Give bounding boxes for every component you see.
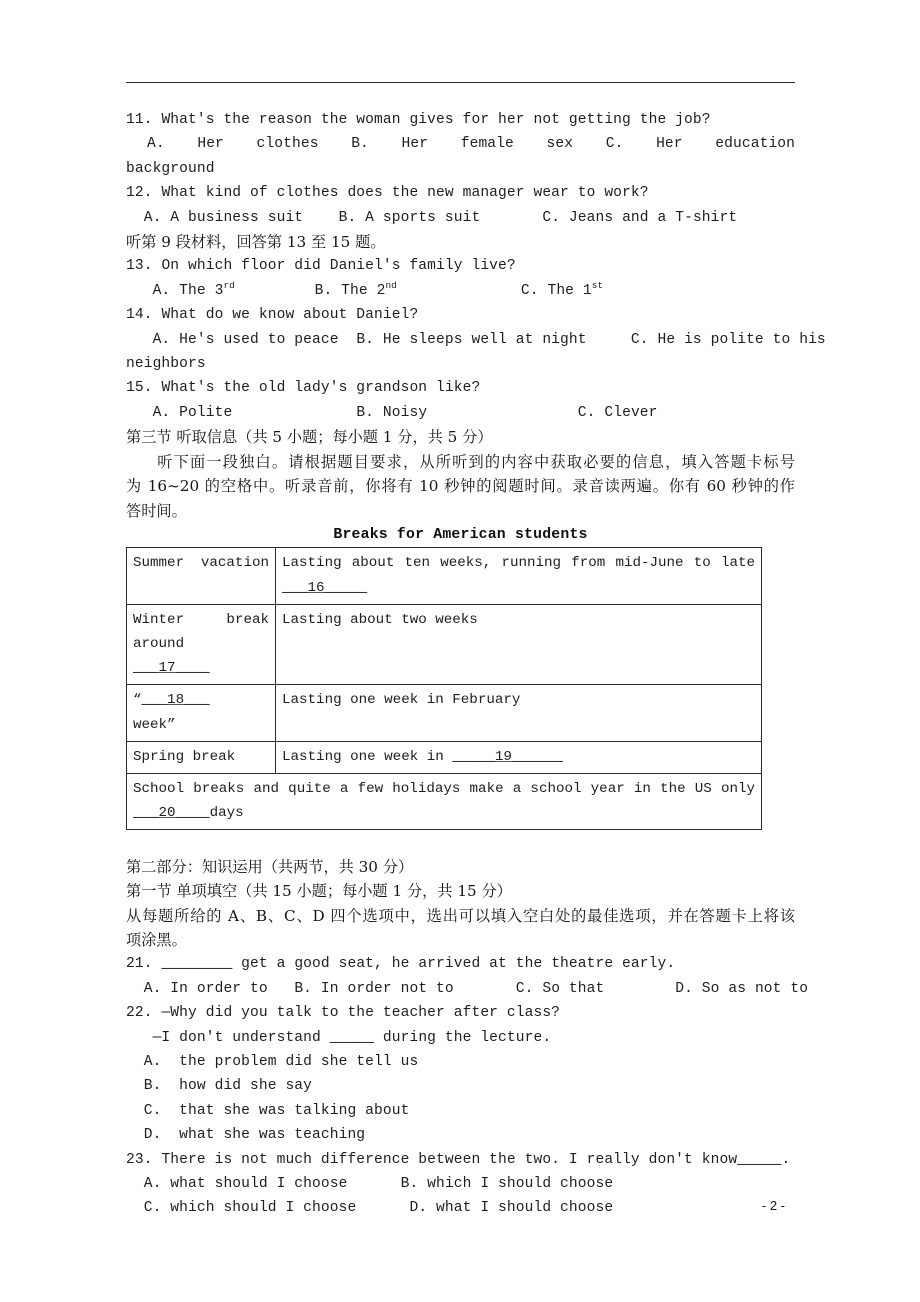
question-11-stem xyxy=(126,108,795,132)
row-2-content-line1: Lasting about two weeks xyxy=(282,611,478,628)
q11-option-c-word1: Her xyxy=(656,136,683,153)
question-11-options xyxy=(126,132,795,156)
q11-option-c-label: C. xyxy=(605,136,624,153)
row-1-content-line1: Lasting about ten weeks, running from mid-June to late xyxy=(282,555,755,572)
part-2-instruction-line2: 项涂黑。 xyxy=(126,930,187,949)
header-rule xyxy=(126,82,795,83)
q21-blank: ________ xyxy=(161,956,233,973)
row-1-blank-16: ___16_____ xyxy=(282,579,368,596)
section-3-paragraph-line1: 听下面一段独白。请根据题目要求，从所听到的内容中获取必要的信息，填入答题卡标号 xyxy=(156,452,795,471)
question-13-stem xyxy=(126,254,795,278)
q11-option-c-word2: education xyxy=(715,136,796,153)
question-11-options-wrap: background xyxy=(126,160,215,177)
row-3-content xyxy=(276,685,762,741)
q13-sup-rd: rd xyxy=(223,279,235,291)
question-12-options xyxy=(126,206,795,230)
q13-option-a: A. The 3rd xyxy=(152,279,235,299)
q15-option-c: C. Clever xyxy=(577,404,658,421)
row-3-label-line2: week” xyxy=(133,716,176,733)
q11-option-b: B. Her female sex xyxy=(351,136,574,153)
q14-option-b: B. He sleeps well at night xyxy=(356,331,587,348)
footer-line2: ___20____days xyxy=(133,805,244,822)
question-14-options-wrap: neighbors xyxy=(126,356,206,373)
section-3-paragraph-line3: 答时间。 xyxy=(126,501,187,520)
footer-blank-20: ___20____ xyxy=(133,805,210,822)
q23-blank: _____ xyxy=(737,1151,782,1168)
row-2-content xyxy=(276,604,762,685)
question-22-option-b: B. how did she say xyxy=(143,1078,313,1095)
q22-blank: _____ xyxy=(329,1029,375,1046)
q15-option-a: A. Polite xyxy=(152,404,233,421)
table-row xyxy=(127,741,762,773)
section-3-paragraph-line2: 为 16~20 的空格中。听录音前，你将有 10 秒钟的阅题时间。录音读两遍。你有 60 秒钟的作 xyxy=(126,477,795,496)
q13-option-c: C. The 1st xyxy=(520,279,604,299)
row-2-label xyxy=(127,604,276,685)
q13-option-b: B. The 2nd xyxy=(314,279,397,299)
row-2-label-line1: Winter break xyxy=(133,611,269,628)
question-22-option-d: D. what she was teaching xyxy=(143,1127,366,1144)
part-2-heading: 第二部分：知识运用（共两节，共 30 分） xyxy=(126,857,414,876)
listening-instruction-9: 听第 9 段材料，回答第 13 至 15 题。 xyxy=(126,233,386,252)
row-3-label xyxy=(127,685,276,741)
q11-number: 11. xyxy=(126,112,153,128)
q13-number: 13. xyxy=(126,258,153,275)
q15-option-b: B. Noisy xyxy=(356,404,428,421)
q11-text: What's the reason the woman gives for her not getting the job? xyxy=(161,112,711,128)
table-row xyxy=(127,548,762,604)
q23-text: There is not much difference between the two. I really don't know xyxy=(161,1151,738,1168)
q14-option-c: C. He is polite to his xyxy=(630,331,826,348)
row-1-label: Summer vacation xyxy=(127,548,276,604)
part-2-section-1-heading: 第一节 单项填空（共 15 小题；每小题 1 分，共 15 分） xyxy=(126,882,512,901)
table-footer-row xyxy=(127,773,762,829)
table-row xyxy=(127,773,762,829)
document-page xyxy=(126,0,826,1302)
q13-text: On which floor did Daniel's family live? xyxy=(161,258,516,275)
table-row xyxy=(127,685,762,741)
q23-option-a: A. what should I choose xyxy=(143,1176,348,1193)
q22-number: 22. xyxy=(126,1005,153,1022)
question-14-options xyxy=(126,328,826,352)
q15-text: What's the old lady's grandson like? xyxy=(161,380,481,397)
document-body xyxy=(126,108,826,1221)
question-21-options xyxy=(126,977,809,1001)
q14-text: What do we know about Daniel? xyxy=(161,307,419,324)
breaks-table xyxy=(126,547,762,830)
q22-text-1: —Why did you talk to the teacher after class? xyxy=(161,1005,561,1022)
row-2-label-line2: around xyxy=(133,635,185,652)
footer-line1: School breaks and quite a few holidays make a school year in the US only xyxy=(133,780,755,797)
question-23-stem: 23. There is not much difference between the two. I really don't know_____. xyxy=(126,1151,791,1168)
row-3-content-line1: Lasting one week in February xyxy=(282,692,521,709)
q15-number: 15. xyxy=(126,380,153,397)
row-4-blank-19: _____19______ xyxy=(452,748,563,765)
row-1-content xyxy=(276,548,762,604)
q21-option-a: A. In order to xyxy=(143,980,268,997)
q12-option-c: C. Jeans and a T-shirt xyxy=(542,209,738,226)
q23-option-b: B. which I should choose xyxy=(400,1176,614,1193)
q13-sup-nd: nd xyxy=(385,279,397,291)
q21-text: get a good seat, he arrived at the theatre early. xyxy=(232,956,676,973)
q13-sup-st: st xyxy=(591,279,604,291)
question-14-stem xyxy=(126,303,795,327)
question-23-options-row1 xyxy=(126,1172,795,1196)
q12-option-b: B. A sports suit xyxy=(338,209,481,226)
question-21-stem xyxy=(126,952,795,976)
section-3-heading: 第三节 听取信息（共 5 小题；每小题 1 分，共 5 分） xyxy=(126,428,493,447)
q11-option-a: A. Her clothes xyxy=(147,136,319,153)
row-4-label: Spring break xyxy=(127,741,276,773)
page-number: - 2 - xyxy=(761,1198,785,1213)
row-4-content: Lasting one week in _____19______ xyxy=(276,741,762,773)
question-22-option-c: C. that she was talking about xyxy=(143,1102,410,1119)
question-15-stem xyxy=(126,376,795,400)
row-3-blank-18: “___18___ xyxy=(133,692,210,709)
question-22-stem-line1 xyxy=(126,1001,795,1025)
question-15-options xyxy=(126,401,795,425)
q12-option-a: A. A business suit xyxy=(143,209,304,226)
question-13-options xyxy=(126,279,795,303)
table-row xyxy=(127,604,762,685)
q23-option-c: C. which should I choose xyxy=(143,1200,357,1217)
question-22-option-a: A. the problem did she tell us xyxy=(143,1053,419,1070)
question-12-stem xyxy=(126,181,795,205)
q21-number: 21. xyxy=(126,956,153,973)
q23-number: 23. xyxy=(126,1151,153,1168)
q14-number: 14. xyxy=(126,307,153,324)
q14-option-a: A. He's used to peace xyxy=(152,331,339,348)
q23-option-d: D. what I should choose xyxy=(409,1200,614,1217)
q21-option-b: B. In order not to xyxy=(294,980,454,997)
part-2-instruction-line1: 从每题所给的 A、B、C、D 四个选项中，选出可以填入空白处的最佳选项，并在答题卡上将该 xyxy=(126,906,795,925)
row-2-blank-17: ___17____ xyxy=(133,660,210,677)
q12-number: 12. xyxy=(126,185,153,202)
q21-option-d: D. So as not to xyxy=(675,980,809,997)
table-title: Breaks for American students xyxy=(333,526,588,543)
q12-text: What kind of clothes does the new manager wear to work? xyxy=(161,185,649,202)
question-22-stem-line2: —I don't understand _____ during the lecture. xyxy=(152,1029,552,1046)
q21-option-c: C. So that xyxy=(515,980,605,997)
